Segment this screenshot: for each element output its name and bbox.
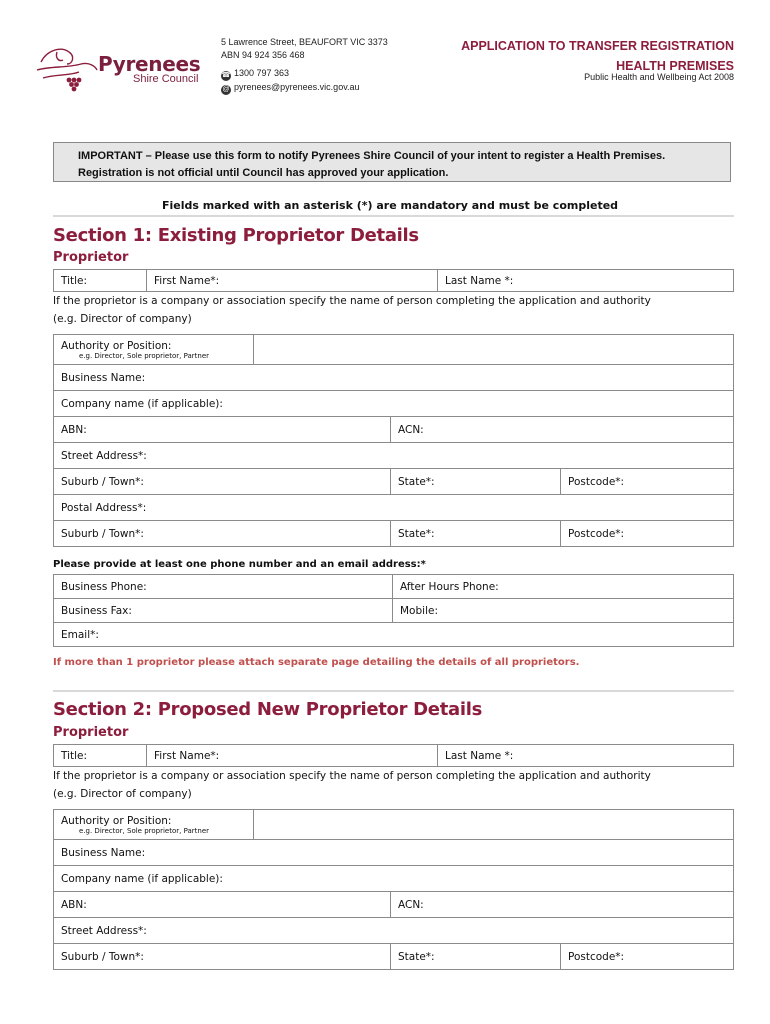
email-field[interactable]: Email*: <box>54 623 734 647</box>
postal-address-field[interactable]: Postal Address*: <box>54 495 734 521</box>
act-reference: Public Health and Wellbeing Act 2008 <box>584 72 734 82</box>
new-abn-field[interactable]: ABN: <box>54 892 391 918</box>
new-first-name-field[interactable]: First Name*: <box>147 745 438 767</box>
section1-name-table <box>53 269 734 292</box>
council-phone-row <box>221 68 289 81</box>
divider <box>53 690 734 692</box>
mandatory-note: Fields marked with an asterisk (*) are mandatory and must be completed <box>161 199 619 212</box>
postal-suburb-field[interactable]: Suburb / Town*: <box>54 521 391 547</box>
section1-company-note: If the proprietor is a company or association specify the name of person completing the application and authority (e.g. Director of company) <box>53 295 651 325</box>
business-phone-field[interactable]: Business Phone: <box>54 575 393 599</box>
mobile-field[interactable]: Mobile: <box>393 599 734 623</box>
business-fax-field[interactable]: Business Fax: <box>54 599 393 623</box>
important-notice <box>53 142 731 182</box>
acn-field[interactable]: ACN: <box>391 417 734 443</box>
multiple-proprietors-note: If more than 1 proprietor please attach separate page detailing the details of all proprietors. <box>53 657 580 668</box>
new-suburb-field[interactable]: Suburb / Town*: <box>54 944 391 970</box>
council-email-row <box>221 82 360 95</box>
street-address-field[interactable]: Street Address*: <box>54 443 734 469</box>
abn-field[interactable]: ABN: <box>54 417 391 443</box>
new-last-name-field[interactable]: Last Name *: <box>438 745 734 767</box>
section1-title: Section 1: Existing Proprietor Details <box>53 225 419 246</box>
section2-company-note: If the proprietor is a company or association specify the name of person completing the application and authority (e.g. Director of company) <box>53 770 651 800</box>
suburb-field[interactable]: Suburb / Town*: <box>54 469 391 495</box>
council-address: 5 Lawrence Street, BEAUFORT VIC 3373 <box>221 37 388 47</box>
council-abn: ABN 94 924 356 468 <box>221 50 305 60</box>
postal-postcode-field[interactable]: Postcode*: <box>561 521 734 547</box>
important-line2: Registration is not official until Council has approved your application. <box>78 167 449 179</box>
company-name-field[interactable]: Company name (if applicable): <box>54 391 734 417</box>
council-email[interactable]: pyrenees@pyrenees.vic.gov.au <box>234 82 360 92</box>
council-logo-sub: Shire Council <box>133 73 199 85</box>
section2-details-table <box>53 809 734 970</box>
state-field[interactable]: State*: <box>391 469 561 495</box>
divider <box>53 215 734 217</box>
council-phone: 1300 797 363 <box>234 68 290 78</box>
new-business-name-field[interactable]: Business Name: <box>54 840 734 866</box>
section1-contact-table <box>53 574 734 647</box>
document-title-line1: APPLICATION TO TRANSFER REGISTRATION <box>461 39 734 53</box>
document-title <box>461 36 734 76</box>
section2-proprietor-heading: Proprietor <box>53 725 129 740</box>
section2-title: Section 2: Proposed New Proprietor Details <box>53 699 483 720</box>
important-line1: IMPORTANT – Please use this form to notify Pyrenees Shire Council of your intent to register a Health Premises. <box>78 150 666 162</box>
email-icon: @ <box>222 86 230 93</box>
new-acn-field[interactable]: ACN: <box>391 892 734 918</box>
title-field[interactable]: Title: <box>54 270 147 292</box>
council-logo-emblem <box>33 40 101 98</box>
phone-email-note: Please provide at least one phone number and an email address:* <box>53 559 426 570</box>
postcode-field[interactable]: Postcode*: <box>561 469 734 495</box>
new-authority-field[interactable] <box>254 810 734 840</box>
section1-details-table <box>53 334 734 547</box>
new-postcode-field[interactable]: Postcode*: <box>561 944 734 970</box>
section1-proprietor-heading: Proprietor <box>53 250 129 265</box>
new-title-field[interactable]: Title: <box>54 745 147 767</box>
new-state-field[interactable]: State*: <box>391 944 561 970</box>
first-name-field[interactable]: First Name*: <box>147 270 438 292</box>
new-company-name-field[interactable]: Company name (if applicable): <box>54 866 734 892</box>
new-authority-label: Authority or Position: e.g. Director, Sole proprietor, Partner <box>54 810 254 840</box>
authority-label: Authority or Position: e.g. Director, Sole proprietor, Partner <box>54 335 254 365</box>
new-street-address-field[interactable]: Street Address*: <box>54 918 734 944</box>
section2-name-table <box>53 744 734 767</box>
after-hours-phone-field[interactable]: After Hours Phone: <box>393 575 734 599</box>
document-title-line2: HEALTH PREMISES <box>616 59 734 73</box>
council-logo-name: Pyrenees <box>98 52 201 76</box>
business-name-field[interactable]: Business Name: <box>54 365 734 391</box>
last-name-field[interactable]: Last Name *: <box>438 270 734 292</box>
phone-icon: ☎ <box>221 72 231 79</box>
authority-field[interactable] <box>254 335 734 365</box>
postal-state-field[interactable]: State*: <box>391 521 561 547</box>
